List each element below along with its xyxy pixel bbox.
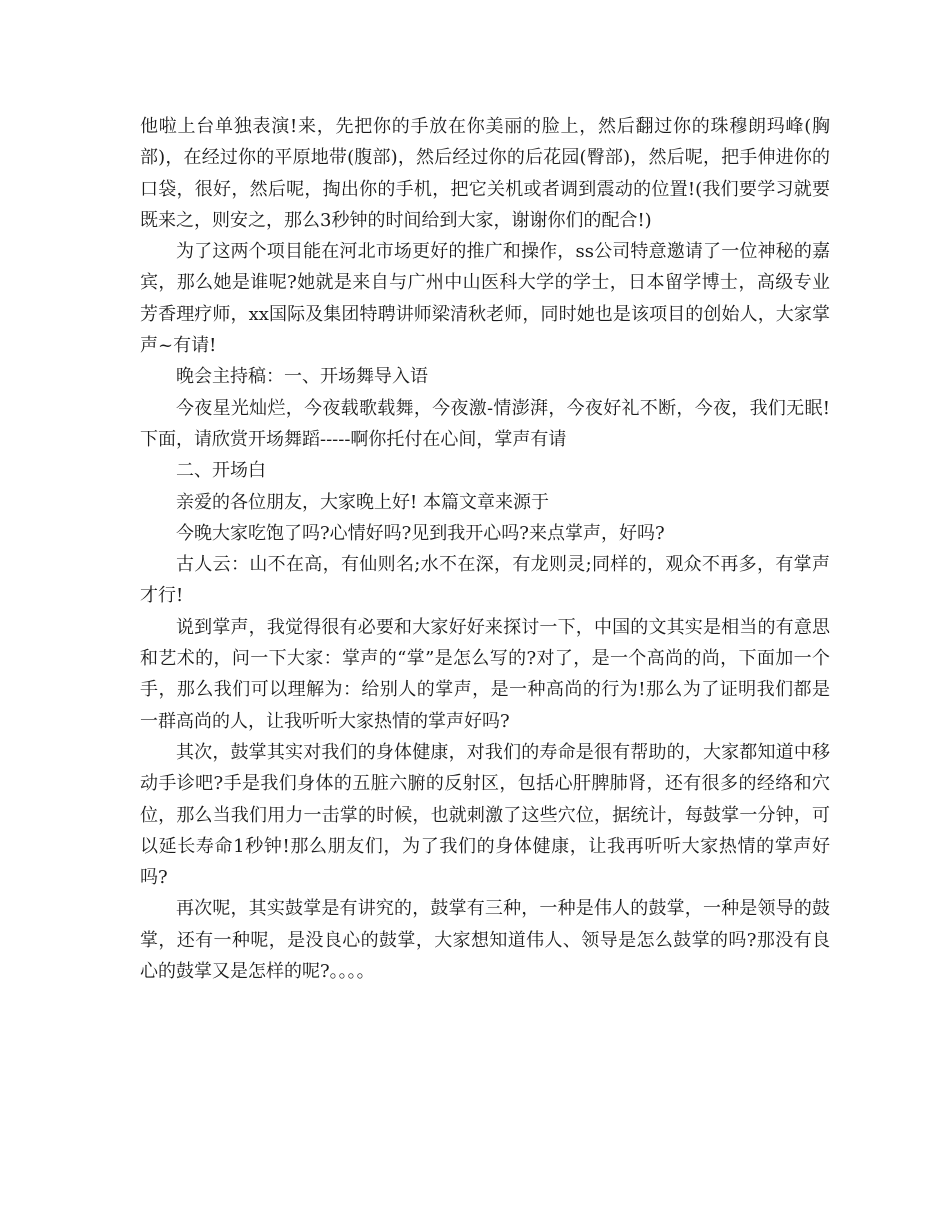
paragraph-ancient-saying: 古人云：山不在高，有仙则名;水不在深，有龙则灵;同样的，观众不再多，有掌声才行! (140, 554, 830, 607)
paragraph-performance-instructions: 他啦上台单独表演!来，先把你的手放在你美丽的脸上，然后翻过你的珠穆朗玛峰(胸部)，在经过你的平原地带(腹部)，然后经过你的后花园(臀部)，然后呢，把手伸进你的口袋，很好，然后呢，掏出你的手机，把它关机或者调到震动的位置!(我们要学习就要既来之，则安之，那么3秒钟的时间给到大家，谢谢你们的配合!) (140, 116, 830, 231)
section-heading-opening-remarks: 二、开场白 (176, 460, 266, 482)
paragraph-applause-health: 其次，鼓掌其实对我们的身体健康，对我们的寿命是很有帮助的，大家都知道中移动手诊吧?手是我们身体的五脏六腑的反射区，包括心肝脾肺肾，还有很多的经络和穴位，那么当我们用力一击掌的时候，也就刺激了这些穴位，据统计，每鼓掌一分钟，可以延长寿命1秒钟!那么朋友们，为了我们的身体健康，让我再听听大家热情的掌声好吗? (140, 741, 830, 889)
paragraph-audience-question: 今晚大家吃饱了吗?心情好吗?见到我开心吗?来点掌声，好吗? (176, 522, 665, 544)
document-body (140, 111, 830, 987)
paragraph-applause-character: 说到掌声，我觉得很有必要和大家好好来探讨一下，中国的文其实是相当的有意思和艺术的，问一下大家：掌声的“掌”是怎么写的?对了，是一个高尚的尚，下面加一个手，那么我们可以理解为：给别人的掌声，是一种高尚的行为!那么为了证明我们都是一群高尚的人，让我听听大家热情的掌声好吗? (140, 616, 830, 732)
paragraph-opening-dance-intro: 今夜星光灿烂，今夜载歌载舞，今夜激-情澎湃，今夜好礼不断，今夜，我们无眠!下面，请欣赏开场舞蹈-----啊你托付在心间，掌声有请 (140, 397, 830, 450)
section-heading-opening-dance: 晚会主持稿：一、开场舞导入语 (176, 366, 428, 388)
paragraph-applause-types: 再次呢，其实鼓掌是有讲究的，鼓掌有三种，一种是伟人的鼓掌，一种是领导的鼓掌，还有一种呢，是没良心的鼓掌，大家想知道伟人、领导是怎么鼓掌的吗?那没有良心的鼓掌又是怎样的呢?。。。。 (140, 898, 830, 983)
paragraph-greeting: 亲爱的各位朋友，大家晚上好! 本篇文章来源于 (176, 491, 549, 513)
paragraph-guest-introduction: 为了这两个项目能在河北市场更好的推广和操作，ss公司特意邀请了一位神秘的嘉宾，那么她是谁呢?她就是来自与广州中山医科大学的学士，日本留学博士，高级专业芳香理疗师，xx国际及集团特聘讲师梁清秋老师，同时她也是该项目的创始人，大家掌声~有请! (140, 241, 830, 357)
